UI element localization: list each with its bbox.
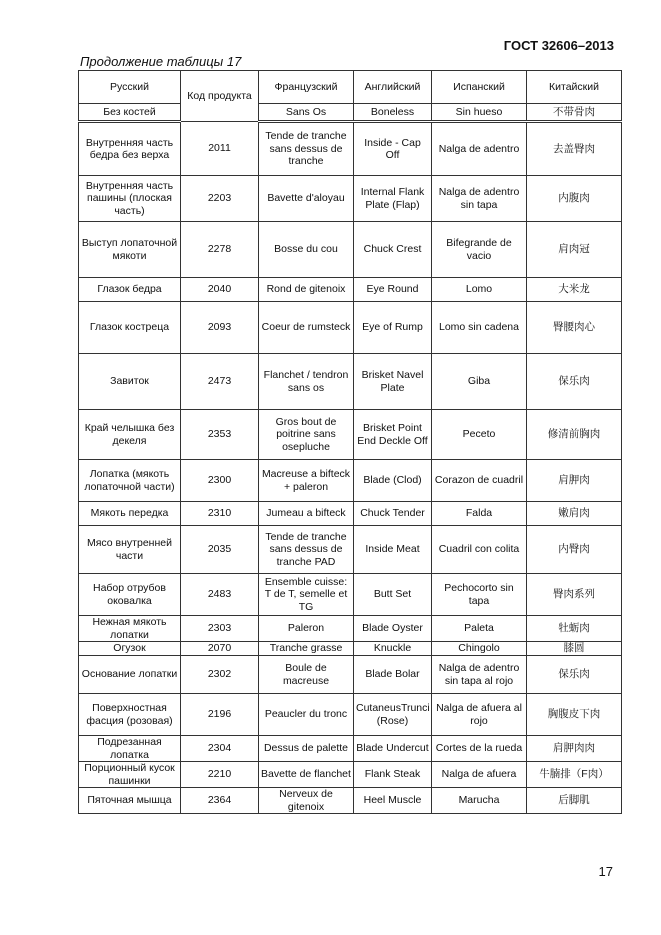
- cell-chinese: 嫩肩肉: [527, 502, 622, 526]
- cell-chinese: 去盖臀肉: [527, 122, 622, 176]
- cell-french: Peaucler du tronc: [259, 694, 354, 736]
- cell-chinese: 臀腰肉心: [527, 302, 622, 354]
- cell-english: Blade Undercut: [354, 736, 432, 762]
- cell-russian: Нежная мякоть лопатки: [79, 616, 181, 642]
- cell-chinese: 肩胛肉肉: [527, 736, 622, 762]
- cell-french: Boule de macreuse: [259, 656, 354, 694]
- cell-english: Internal Flank Plate (Flap): [354, 176, 432, 222]
- cell-russian: Набор отрубов оковалка: [79, 574, 181, 616]
- cell-spanish: Peceto: [432, 410, 527, 460]
- col-header-russian: Русский: [79, 71, 181, 104]
- cell-english: Eye of Rump: [354, 302, 432, 354]
- cell-french: Dessus de palette: [259, 736, 354, 762]
- cell-english: Inside - Cap Off: [354, 122, 432, 176]
- cell-chinese: 保乐肉: [527, 354, 622, 410]
- table-row: [79, 222, 622, 278]
- col-header-english: Английский: [354, 71, 432, 104]
- cell-french: Flanchet / tendron sans os: [259, 354, 354, 410]
- table-row: [79, 642, 622, 656]
- cell-spanish: Chingolo: [432, 642, 527, 656]
- header-row: [79, 71, 622, 104]
- cell-spanish: Nalga de afuera al rojo: [432, 694, 527, 736]
- cell-spanish: Pechocorto sin tapa: [432, 574, 527, 616]
- cell-spanish: Corazon de cuadril: [432, 460, 527, 502]
- cell-russian: Пяточная мышца: [79, 788, 181, 814]
- cell-code: 2278: [181, 222, 259, 278]
- page-number: 17: [598, 864, 613, 879]
- cell-spanish: Bifegrande de vacio: [432, 222, 527, 278]
- table-row: [79, 410, 622, 460]
- cell-english: Flank Steak: [354, 762, 432, 788]
- cell-code: 2483: [181, 574, 259, 616]
- table-row: [79, 656, 622, 694]
- table-row: [79, 460, 622, 502]
- cell-chinese: 保乐肉: [527, 656, 622, 694]
- cell-russian: Внутренняя часть бедра без верха: [79, 122, 181, 176]
- cell-code: 2210: [181, 762, 259, 788]
- cell-russian: Внутренняя часть пашины (плоская часть): [79, 176, 181, 222]
- cell-spanish: Paleta: [432, 616, 527, 642]
- table-row: [79, 502, 622, 526]
- table-row: [79, 762, 622, 788]
- cell-spanish: Falda: [432, 502, 527, 526]
- cell-russian: Огузок: [79, 642, 181, 656]
- cell-spanish: Nalga de adentro sin tapa: [432, 176, 527, 222]
- product-code-table: [78, 70, 622, 814]
- cell-french: Ensemble cuisse: T de T, semelle et TG: [259, 574, 354, 616]
- subheader-row: [79, 104, 622, 122]
- table-row: [79, 278, 622, 302]
- cell-code: 2304: [181, 736, 259, 762]
- cell-chinese: 内臀肉: [527, 526, 622, 574]
- cell-code: 2196: [181, 694, 259, 736]
- cell-code: 2473: [181, 354, 259, 410]
- subheader-english: Boneless: [354, 104, 432, 122]
- table-row: [79, 354, 622, 410]
- table-row: [79, 574, 622, 616]
- cell-french: Rond de gitenoix: [259, 278, 354, 302]
- cell-english: Inside Meat: [354, 526, 432, 574]
- cell-french: Tranche grasse: [259, 642, 354, 656]
- subheader-french: Sans Os: [259, 104, 354, 122]
- cell-french: Coeur de rumsteck: [259, 302, 354, 354]
- cell-english: Eye Round: [354, 278, 432, 302]
- cell-code: 2303: [181, 616, 259, 642]
- cell-french: Jumeau a bifteck: [259, 502, 354, 526]
- cell-french: Macreuse a bifteck + paleron: [259, 460, 354, 502]
- cell-spanish: Nalga de adentro: [432, 122, 527, 176]
- cell-code: 2302: [181, 656, 259, 694]
- cell-spanish: Nalga de afuera: [432, 762, 527, 788]
- table-row: [79, 694, 622, 736]
- cell-code: 2203: [181, 176, 259, 222]
- cell-chinese: 胸腹皮下肉: [527, 694, 622, 736]
- cell-french: Gros bout de poitrine sans osepluche: [259, 410, 354, 460]
- cell-russian: Основание лопатки: [79, 656, 181, 694]
- cell-chinese: 臀肉系列: [527, 574, 622, 616]
- cell-french: Nerveux de gitenoix: [259, 788, 354, 814]
- standard-code: ГОСТ 32606–2013: [503, 38, 614, 53]
- cell-code: 2310: [181, 502, 259, 526]
- cell-russian: Край челышка без декеля: [79, 410, 181, 460]
- cell-spanish: Marucha: [432, 788, 527, 814]
- cell-english: Butt Set: [354, 574, 432, 616]
- cell-english: Chuck Tender: [354, 502, 432, 526]
- cell-spanish: Lomo: [432, 278, 527, 302]
- cell-chinese: 修清前胸肉: [527, 410, 622, 460]
- cell-code: 2364: [181, 788, 259, 814]
- cell-chinese: 肩肉冠: [527, 222, 622, 278]
- cell-code: 2093: [181, 302, 259, 354]
- col-header-spanish: Испанский: [432, 71, 527, 104]
- cell-french: Bavette de flanchet: [259, 762, 354, 788]
- cell-code: 2040: [181, 278, 259, 302]
- table-row: [79, 788, 622, 814]
- cell-russian: Завиток: [79, 354, 181, 410]
- cell-english: Chuck Crest: [354, 222, 432, 278]
- col-header-french: Французский: [259, 71, 354, 104]
- cell-russian: Глазок бедра: [79, 278, 181, 302]
- cell-chinese: 后脚肌: [527, 788, 622, 814]
- cell-spanish: Lomo sin cadena: [432, 302, 527, 354]
- cell-english: Heel Muscle: [354, 788, 432, 814]
- cell-english: CutaneusTrunci (Rose): [354, 694, 432, 736]
- table-row: [79, 616, 622, 642]
- cell-spanish: Giba: [432, 354, 527, 410]
- cell-russian: Подрезанная лопатка: [79, 736, 181, 762]
- cell-code: 2353: [181, 410, 259, 460]
- cell-code: 2035: [181, 526, 259, 574]
- cell-chinese: 牡蛎肉: [527, 616, 622, 642]
- cell-chinese: 大米龙: [527, 278, 622, 302]
- cell-english: Blade (Clod): [354, 460, 432, 502]
- cell-chinese: 牛腩排（F肉）: [527, 762, 622, 788]
- subheader-chinese: 不带骨肉: [527, 104, 622, 122]
- table-row: [79, 736, 622, 762]
- subheader-russian: Без костей: [79, 104, 181, 122]
- table-row: [79, 526, 622, 574]
- col-header-code: Код продукта: [181, 71, 259, 122]
- cell-french: Tende de tranche sans dessus de tranche PAD: [259, 526, 354, 574]
- cell-russian: Глазок костреца: [79, 302, 181, 354]
- cell-chinese: 肩胛肉: [527, 460, 622, 502]
- cell-spanish: Cuadril con colita: [432, 526, 527, 574]
- table-row: [79, 302, 622, 354]
- cell-english: Brisket Navel Plate: [354, 354, 432, 410]
- cell-spanish: Nalga de adentro sin tapa al rojo: [432, 656, 527, 694]
- cell-russian: Выступ лопаточной мякоти: [79, 222, 181, 278]
- cell-code: 2011: [181, 122, 259, 176]
- cell-french: Paleron: [259, 616, 354, 642]
- cell-chinese: 内腹肉: [527, 176, 622, 222]
- cell-english: Knuckle: [354, 642, 432, 656]
- col-header-chinese: Китайский: [527, 71, 622, 104]
- cell-code: 2070: [181, 642, 259, 656]
- cell-french: Tende de tranche sans dessus de tranche: [259, 122, 354, 176]
- cell-english: Blade Oyster: [354, 616, 432, 642]
- table-row: [79, 176, 622, 222]
- cell-russian: Порционный кусок пашинки: [79, 762, 181, 788]
- cell-french: Bosse du cou: [259, 222, 354, 278]
- cell-chinese: 膝圆: [527, 642, 622, 656]
- subheader-spanish: Sin hueso: [432, 104, 527, 122]
- table-row: [79, 122, 622, 176]
- cell-english: Brisket Point End Deckle Off: [354, 410, 432, 460]
- cell-russian: Поверхностная фасция (розовая): [79, 694, 181, 736]
- cell-french: Bavette d'aloyau: [259, 176, 354, 222]
- cell-code: 2300: [181, 460, 259, 502]
- cell-russian: Мясо внутренней части: [79, 526, 181, 574]
- cell-russian: Лопатка (мякоть лопаточной части): [79, 460, 181, 502]
- cell-russian: Мякоть передка: [79, 502, 181, 526]
- cell-english: Blade Bolar: [354, 656, 432, 694]
- table-continuation-caption: Продолжение таблицы 17: [80, 54, 242, 69]
- cell-spanish: Cortes de la rueda: [432, 736, 527, 762]
